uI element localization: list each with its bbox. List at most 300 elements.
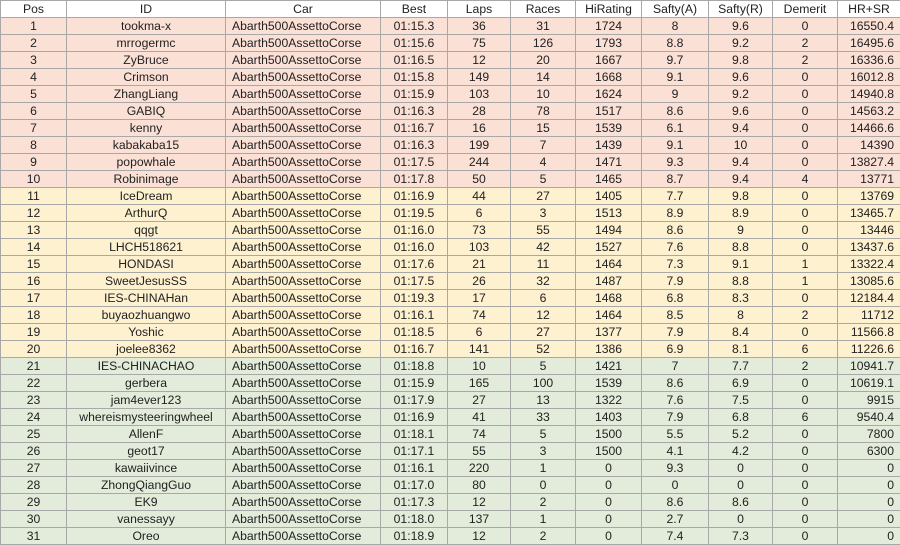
laps-cell: 6 [448, 205, 511, 222]
races-cell: 31 [511, 18, 576, 35]
demerit-cell: 0 [773, 324, 838, 341]
best-cell: 01:16.0 [381, 222, 448, 239]
laps-cell: 73 [448, 222, 511, 239]
pos-cell: 8 [1, 137, 67, 154]
races-cell: 52 [511, 341, 576, 358]
table-row[interactable] [1, 341, 900, 358]
races-cell: 6 [511, 290, 576, 307]
pos-cell: 12 [1, 205, 67, 222]
hr-sr-cell: 0 [838, 477, 900, 494]
safty-r-cell: 7.5 [709, 392, 773, 409]
safty-r-cell: 8.8 [709, 273, 773, 290]
car-cell: Abarth500AssettoCorse [226, 375, 381, 392]
table-row[interactable] [1, 256, 900, 273]
pos-cell: 9 [1, 154, 67, 171]
laps-cell: 141 [448, 341, 511, 358]
car-cell: Abarth500AssettoCorse [226, 494, 381, 511]
best-cell: 01:19.5 [381, 205, 448, 222]
column-header-hirating[interactable]: HiRating [576, 1, 642, 18]
best-cell: 01:17.6 [381, 256, 448, 273]
demerit-cell: 0 [773, 205, 838, 222]
safty-a-cell: 8.8 [642, 35, 709, 52]
hirating-cell: 1377 [576, 324, 642, 341]
hirating-cell: 1668 [576, 69, 642, 86]
table-row[interactable] [1, 154, 900, 171]
car-cell: Abarth500AssettoCorse [226, 290, 381, 307]
hirating-cell: 1464 [576, 256, 642, 273]
table-row[interactable] [1, 409, 900, 426]
hr-sr-cell: 10619.1 [838, 375, 900, 392]
car-cell: Abarth500AssettoCorse [226, 103, 381, 120]
hr-sr-cell: 0 [838, 460, 900, 477]
car-cell: Abarth500AssettoCorse [226, 154, 381, 171]
hirating-cell: 1465 [576, 171, 642, 188]
safty-r-cell: 8.9 [709, 205, 773, 222]
column-header-hr-sr[interactable]: HR+SR [838, 1, 900, 18]
races-cell: 1 [511, 511, 576, 528]
races-cell: 5 [511, 171, 576, 188]
table-row[interactable] [1, 392, 900, 409]
safty-a-cell: 7.9 [642, 273, 709, 290]
demerit-cell: 2 [773, 35, 838, 52]
table-row[interactable] [1, 307, 900, 324]
safty-r-cell: 6.9 [709, 375, 773, 392]
races-cell: 33 [511, 409, 576, 426]
car-cell: Abarth500AssettoCorse [226, 426, 381, 443]
demerit-cell: 0 [773, 426, 838, 443]
hirating-cell: 1471 [576, 154, 642, 171]
column-header-demerit[interactable]: Demerit [773, 1, 838, 18]
safty-a-cell: 7.6 [642, 392, 709, 409]
safty-a-cell: 6.9 [642, 341, 709, 358]
demerit-cell: 0 [773, 494, 838, 511]
best-cell: 01:17.5 [381, 154, 448, 171]
hirating-cell: 0 [576, 460, 642, 477]
safty-r-cell: 8.3 [709, 290, 773, 307]
safty-a-cell: 7.7 [642, 188, 709, 205]
pos-cell: 18 [1, 307, 67, 324]
demerit-cell: 0 [773, 290, 838, 307]
pos-cell: 28 [1, 477, 67, 494]
pos-cell: 26 [1, 443, 67, 460]
car-cell: Abarth500AssettoCorse [226, 188, 381, 205]
pos-cell: 22 [1, 375, 67, 392]
safty-r-cell: 7.3 [709, 528, 773, 545]
hirating-cell: 1494 [576, 222, 642, 239]
demerit-cell: 0 [773, 460, 838, 477]
safty-a-cell: 8.6 [642, 103, 709, 120]
best-cell: 01:17.9 [381, 392, 448, 409]
table-row[interactable] [1, 358, 900, 375]
laps-cell: 55 [448, 443, 511, 460]
hirating-cell: 1513 [576, 205, 642, 222]
demerit-cell: 2 [773, 52, 838, 69]
races-cell: 42 [511, 239, 576, 256]
races-cell: 14 [511, 69, 576, 86]
laps-cell: 103 [448, 86, 511, 103]
table-row[interactable] [1, 426, 900, 443]
races-cell: 0 [511, 477, 576, 494]
demerit-cell: 2 [773, 307, 838, 324]
table-row[interactable] [1, 494, 900, 511]
column-header-safty-r[interactable]: Safty(R) [709, 1, 773, 18]
car-cell: Abarth500AssettoCorse [226, 460, 381, 477]
safty-a-cell: 7.3 [642, 256, 709, 273]
safty-r-cell: 8.1 [709, 341, 773, 358]
safty-r-cell: 0 [709, 460, 773, 477]
safty-a-cell: 9 [642, 86, 709, 103]
races-cell: 2 [511, 528, 576, 545]
pos-cell: 27 [1, 460, 67, 477]
hirating-cell: 1439 [576, 137, 642, 154]
header-row [1, 1, 900, 18]
laps-cell: 44 [448, 188, 511, 205]
hr-sr-cell: 14940.8 [838, 86, 900, 103]
pos-cell: 6 [1, 103, 67, 120]
hr-sr-cell: 14563.2 [838, 103, 900, 120]
safty-r-cell: 10 [709, 137, 773, 154]
best-cell: 01:16.1 [381, 307, 448, 324]
pos-cell: 24 [1, 409, 67, 426]
safty-r-cell: 7.7 [709, 358, 773, 375]
table-row[interactable] [1, 86, 900, 103]
hr-sr-cell: 7800 [838, 426, 900, 443]
laps-cell: 6 [448, 324, 511, 341]
races-cell: 3 [511, 443, 576, 460]
id-cell: IceDream [67, 188, 226, 205]
car-cell: Abarth500AssettoCorse [226, 477, 381, 494]
hirating-cell: 1500 [576, 426, 642, 443]
hr-sr-cell: 16495.6 [838, 35, 900, 52]
car-cell: Abarth500AssettoCorse [226, 86, 381, 103]
hirating-cell: 1403 [576, 409, 642, 426]
car-cell: Abarth500AssettoCorse [226, 35, 381, 52]
table-row[interactable] [1, 375, 900, 392]
races-cell: 78 [511, 103, 576, 120]
car-cell: Abarth500AssettoCorse [226, 511, 381, 528]
hirating-cell: 1667 [576, 52, 642, 69]
demerit-cell: 2 [773, 358, 838, 375]
hr-sr-cell: 14390 [838, 137, 900, 154]
best-cell: 01:19.3 [381, 290, 448, 307]
best-cell: 01:18.9 [381, 528, 448, 545]
laps-cell: 137 [448, 511, 511, 528]
races-cell: 4 [511, 154, 576, 171]
hr-sr-cell: 13465.7 [838, 205, 900, 222]
safty-a-cell: 0 [642, 477, 709, 494]
races-cell: 10 [511, 86, 576, 103]
table-row[interactable] [1, 69, 900, 86]
hr-sr-cell: 11566.8 [838, 324, 900, 341]
best-cell: 01:17.3 [381, 494, 448, 511]
hr-sr-cell: 13827.4 [838, 154, 900, 171]
laps-cell: 80 [448, 477, 511, 494]
best-cell: 01:16.3 [381, 137, 448, 154]
table-row[interactable] [1, 171, 900, 188]
column-header-laps[interactable]: Laps [448, 1, 511, 18]
pos-cell: 14 [1, 239, 67, 256]
demerit-cell: 0 [773, 120, 838, 137]
safty-r-cell: 0 [709, 511, 773, 528]
safty-r-cell: 9.2 [709, 35, 773, 52]
laps-cell: 16 [448, 120, 511, 137]
car-cell: Abarth500AssettoCorse [226, 443, 381, 460]
id-cell: AllenF [67, 426, 226, 443]
safty-a-cell: 8 [642, 18, 709, 35]
id-cell: kenny [67, 120, 226, 137]
car-cell: Abarth500AssettoCorse [226, 69, 381, 86]
safty-a-cell: 8.6 [642, 222, 709, 239]
hirating-cell: 1539 [576, 375, 642, 392]
demerit-cell: 0 [773, 137, 838, 154]
best-cell: 01:18.0 [381, 511, 448, 528]
table-row[interactable] [1, 35, 900, 52]
hr-sr-cell: 6300 [838, 443, 900, 460]
id-cell: EK9 [67, 494, 226, 511]
id-cell: GABIQ [67, 103, 226, 120]
id-cell: buyaozhuangwo [67, 307, 226, 324]
hr-sr-cell: 13437.6 [838, 239, 900, 256]
safty-r-cell: 9.2 [709, 86, 773, 103]
hr-sr-cell: 13771 [838, 171, 900, 188]
safty-r-cell: 8 [709, 307, 773, 324]
best-cell: 01:16.0 [381, 239, 448, 256]
best-cell: 01:16.9 [381, 188, 448, 205]
id-cell: Robinimage [67, 171, 226, 188]
column-header-car[interactable]: Car [226, 1, 381, 18]
demerit-cell: 0 [773, 188, 838, 205]
best-cell: 01:15.6 [381, 35, 448, 52]
laps-cell: 244 [448, 154, 511, 171]
table-row[interactable] [1, 222, 900, 239]
table-row[interactable] [1, 290, 900, 307]
hr-sr-cell: 14466.6 [838, 120, 900, 137]
safty-a-cell: 8.6 [642, 375, 709, 392]
best-cell: 01:17.8 [381, 171, 448, 188]
table-row[interactable] [1, 528, 900, 545]
races-cell: 126 [511, 35, 576, 52]
races-cell: 32 [511, 273, 576, 290]
hirating-cell: 0 [576, 528, 642, 545]
best-cell: 01:16.7 [381, 341, 448, 358]
id-cell: gerbera [67, 375, 226, 392]
pos-cell: 5 [1, 86, 67, 103]
laps-cell: 50 [448, 171, 511, 188]
safty-a-cell: 9.3 [642, 154, 709, 171]
column-header-races[interactable]: Races [511, 1, 576, 18]
hr-sr-cell: 9540.4 [838, 409, 900, 426]
pos-cell: 29 [1, 494, 67, 511]
id-cell: LHCH518621 [67, 239, 226, 256]
id-cell: SweetJesusSS [67, 273, 226, 290]
hirating-cell: 1405 [576, 188, 642, 205]
hirating-cell: 1624 [576, 86, 642, 103]
car-cell: Abarth500AssettoCorse [226, 18, 381, 35]
hirating-cell: 1724 [576, 18, 642, 35]
car-cell: Abarth500AssettoCorse [226, 171, 381, 188]
safty-r-cell: 9.8 [709, 188, 773, 205]
demerit-cell: 0 [773, 222, 838, 239]
hr-sr-cell: 16012.8 [838, 69, 900, 86]
id-cell: kabakaba15 [67, 137, 226, 154]
hirating-cell: 1386 [576, 341, 642, 358]
pos-cell: 13 [1, 222, 67, 239]
car-cell: Abarth500AssettoCorse [226, 205, 381, 222]
table-row[interactable] [1, 511, 900, 528]
column-header-best[interactable]: Best [381, 1, 448, 18]
best-cell: 01:16.7 [381, 120, 448, 137]
id-cell: vanessayy [67, 511, 226, 528]
hirating-cell: 1527 [576, 239, 642, 256]
best-cell: 01:16.9 [381, 409, 448, 426]
races-cell: 5 [511, 426, 576, 443]
hr-sr-cell: 0 [838, 511, 900, 528]
table-row[interactable] [1, 443, 900, 460]
laps-cell: 12 [448, 52, 511, 69]
pos-cell: 30 [1, 511, 67, 528]
hr-sr-cell: 11226.6 [838, 341, 900, 358]
laps-cell: 17 [448, 290, 511, 307]
car-cell: Abarth500AssettoCorse [226, 392, 381, 409]
hirating-cell: 1793 [576, 35, 642, 52]
table-row[interactable] [1, 120, 900, 137]
laps-cell: 26 [448, 273, 511, 290]
table-row[interactable] [1, 460, 900, 477]
demerit-cell: 0 [773, 239, 838, 256]
id-cell: kawaiivince [67, 460, 226, 477]
table-row[interactable] [1, 205, 900, 222]
hr-sr-cell: 10941.7 [838, 358, 900, 375]
laps-cell: 149 [448, 69, 511, 86]
best-cell: 01:17.5 [381, 273, 448, 290]
safty-r-cell: 8.4 [709, 324, 773, 341]
car-cell: Abarth500AssettoCorse [226, 341, 381, 358]
demerit-cell: 0 [773, 18, 838, 35]
table-row[interactable] [1, 18, 900, 35]
table-row[interactable] [1, 239, 900, 256]
table-row[interactable] [1, 137, 900, 154]
pos-cell: 2 [1, 35, 67, 52]
laps-cell: 74 [448, 307, 511, 324]
hirating-cell: 0 [576, 494, 642, 511]
table-row[interactable] [1, 273, 900, 290]
id-cell: ZhangLiang [67, 86, 226, 103]
column-header-pos[interactable]: Pos [1, 1, 67, 18]
car-cell: Abarth500AssettoCorse [226, 137, 381, 154]
demerit-cell: 0 [773, 528, 838, 545]
pos-cell: 20 [1, 341, 67, 358]
pos-cell: 7 [1, 120, 67, 137]
races-cell: 11 [511, 256, 576, 273]
safty-r-cell: 9.8 [709, 52, 773, 69]
car-cell: Abarth500AssettoCorse [226, 256, 381, 273]
demerit-cell: 1 [773, 256, 838, 273]
table-row[interactable] [1, 324, 900, 341]
table-row[interactable] [1, 52, 900, 69]
pos-cell: 16 [1, 273, 67, 290]
safty-a-cell: 9.1 [642, 137, 709, 154]
hr-sr-cell: 13085.6 [838, 273, 900, 290]
demerit-cell: 0 [773, 69, 838, 86]
column-header-safty-a[interactable]: Safty(A) [642, 1, 709, 18]
laps-cell: 27 [448, 392, 511, 409]
safty-r-cell: 9.1 [709, 256, 773, 273]
car-cell: Abarth500AssettoCorse [226, 222, 381, 239]
safty-r-cell: 9.4 [709, 154, 773, 171]
id-cell: Crimson [67, 69, 226, 86]
hr-sr-cell: 13322.4 [838, 256, 900, 273]
safty-r-cell: 5.2 [709, 426, 773, 443]
table-row[interactable] [1, 188, 900, 205]
races-cell: 3 [511, 205, 576, 222]
best-cell: 01:17.1 [381, 443, 448, 460]
hirating-cell: 1322 [576, 392, 642, 409]
races-cell: 27 [511, 324, 576, 341]
id-cell: Yoshic [67, 324, 226, 341]
id-cell: Oreo [67, 528, 226, 545]
laps-cell: 220 [448, 460, 511, 477]
pos-cell: 31 [1, 528, 67, 545]
car-cell: Abarth500AssettoCorse [226, 358, 381, 375]
safty-r-cell: 9 [709, 222, 773, 239]
demerit-cell: 0 [773, 86, 838, 103]
races-cell: 55 [511, 222, 576, 239]
laps-cell: 21 [448, 256, 511, 273]
id-cell: whereismysteeringwheel [67, 409, 226, 426]
laps-cell: 10 [448, 358, 511, 375]
pos-cell: 19 [1, 324, 67, 341]
column-header-id[interactable]: ID [67, 1, 226, 18]
demerit-cell: 0 [773, 511, 838, 528]
id-cell: popowhale [67, 154, 226, 171]
car-cell: Abarth500AssettoCorse [226, 324, 381, 341]
hirating-cell: 1487 [576, 273, 642, 290]
best-cell: 01:18.5 [381, 324, 448, 341]
safty-r-cell: 9.6 [709, 18, 773, 35]
pos-cell: 25 [1, 426, 67, 443]
laps-cell: 165 [448, 375, 511, 392]
safty-a-cell: 8.5 [642, 307, 709, 324]
safty-r-cell: 9.4 [709, 171, 773, 188]
safty-a-cell: 6.1 [642, 120, 709, 137]
pos-cell: 10 [1, 171, 67, 188]
safty-r-cell: 9.4 [709, 120, 773, 137]
races-cell: 100 [511, 375, 576, 392]
id-cell: jam4ever123 [67, 392, 226, 409]
pos-cell: 23 [1, 392, 67, 409]
safty-a-cell: 7.4 [642, 528, 709, 545]
safty-a-cell: 7.9 [642, 324, 709, 341]
table-row[interactable] [1, 477, 900, 494]
hr-sr-cell: 0 [838, 528, 900, 545]
best-cell: 01:16.5 [381, 52, 448, 69]
id-cell: mrrogermc [67, 35, 226, 52]
hirating-cell: 1539 [576, 120, 642, 137]
races-cell: 7 [511, 137, 576, 154]
hr-sr-cell: 0 [838, 494, 900, 511]
laps-cell: 36 [448, 18, 511, 35]
id-cell: ZhongQiangGuo [67, 477, 226, 494]
hr-sr-cell: 12184.4 [838, 290, 900, 307]
laps-cell: 12 [448, 528, 511, 545]
car-cell: Abarth500AssettoCorse [226, 528, 381, 545]
best-cell: 01:17.0 [381, 477, 448, 494]
laps-cell: 28 [448, 103, 511, 120]
id-cell: joelee8362 [67, 341, 226, 358]
table-row[interactable] [1, 103, 900, 120]
hr-sr-cell: 13769 [838, 188, 900, 205]
demerit-cell: 6 [773, 409, 838, 426]
